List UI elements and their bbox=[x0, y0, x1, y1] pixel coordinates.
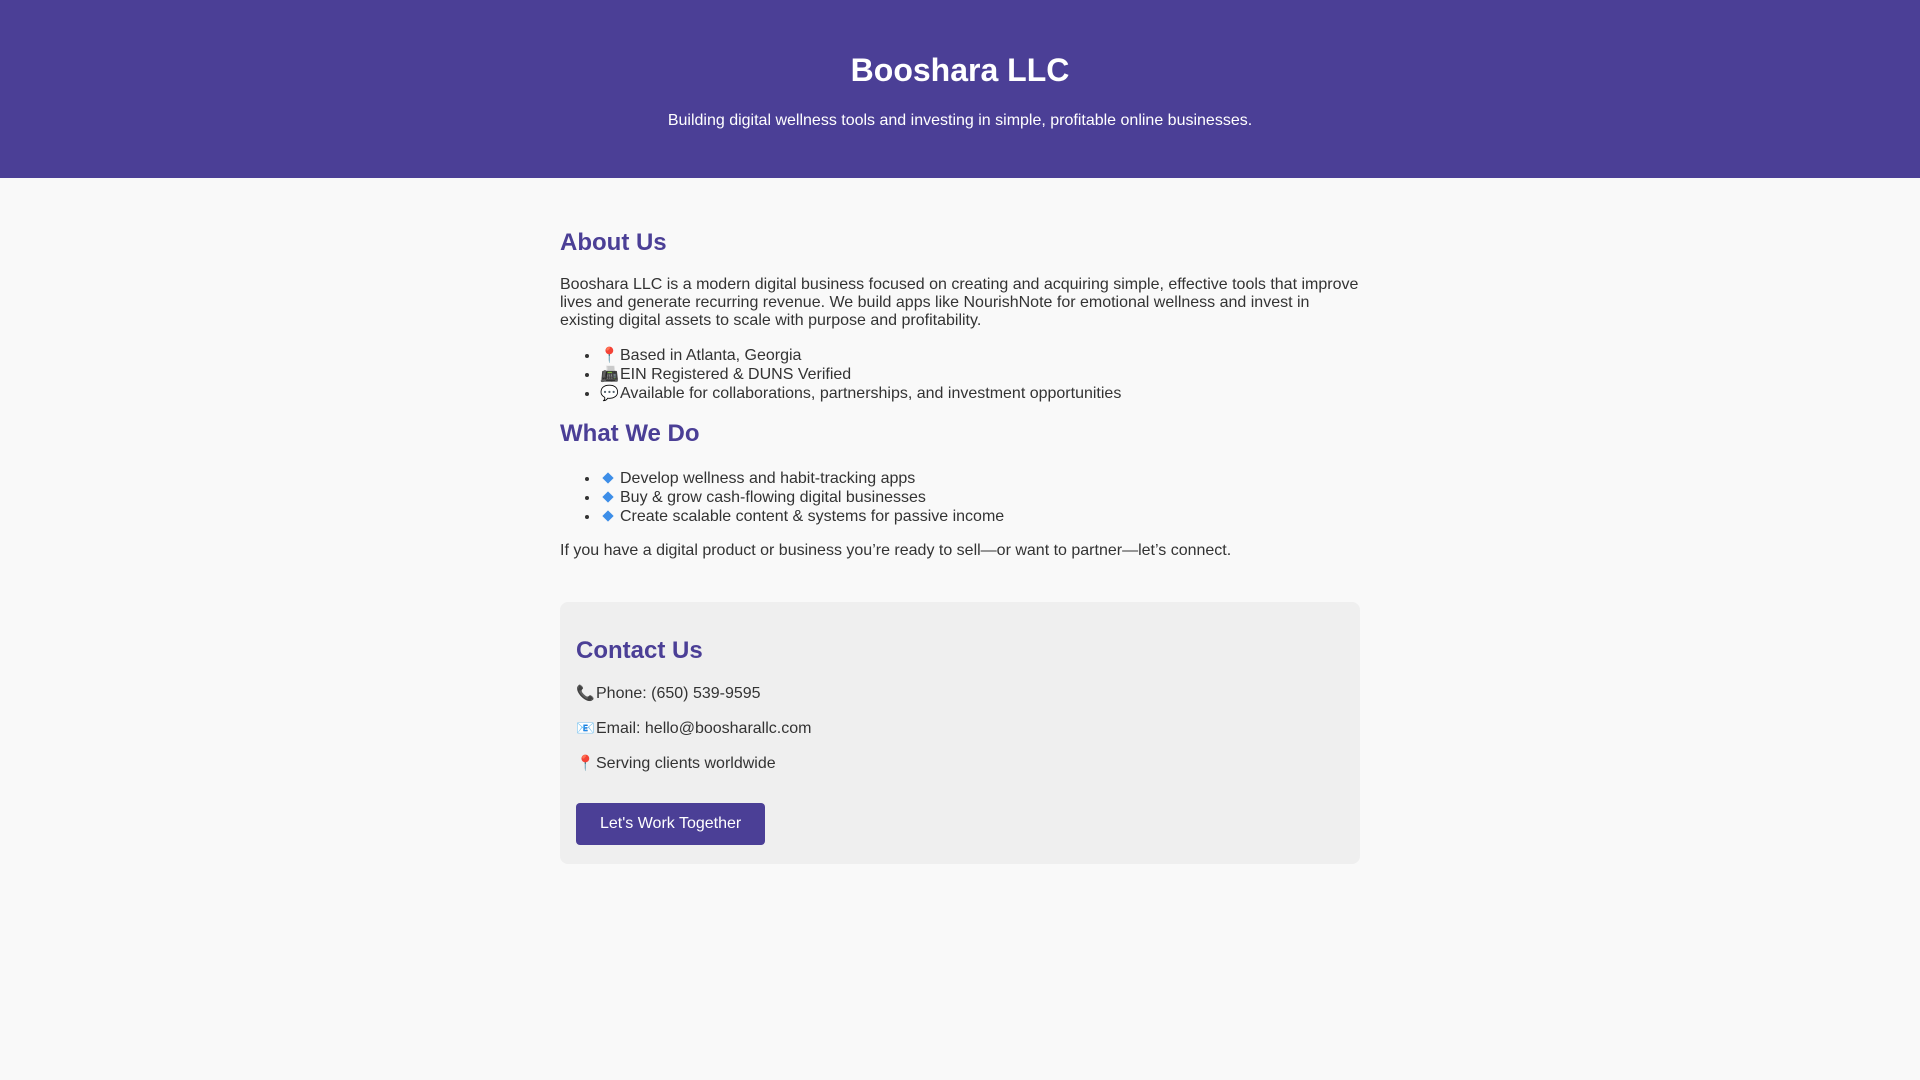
contact-location bbox=[576, 754, 1344, 773]
list-item bbox=[600, 507, 1360, 526]
contact-heading: Contact Us bbox=[576, 637, 703, 664]
site-header bbox=[0, 0, 1920, 178]
location-text: Serving clients worldwide bbox=[596, 755, 776, 772]
about-heading: About Us bbox=[560, 229, 667, 256]
register-icon: 📠 bbox=[600, 366, 619, 383]
speech-bubble-icon: 💬 bbox=[600, 385, 619, 402]
contact-email bbox=[576, 719, 1344, 738]
list-item-text: Available for collaborations, partnerships, and investment opportunities bbox=[620, 385, 1122, 402]
list-item-text: Buy & grow cash-flowing digital businesses bbox=[620, 489, 926, 506]
about-section bbox=[560, 228, 1360, 403]
contact-card bbox=[560, 602, 1360, 864]
work-together-button[interactable]: Let's Work Together bbox=[576, 803, 765, 845]
pin-icon: 📍 bbox=[600, 347, 619, 364]
contact-phone bbox=[576, 684, 1344, 703]
list-item-text: EIN Registered & DUNS Verified bbox=[620, 366, 852, 383]
email-icon: 📧 bbox=[576, 720, 595, 737]
tagline: Building digital wellness tools and investing in simple, profitable online businesses. bbox=[667, 112, 1253, 129]
email-text: Email: hello@boosharallc.com bbox=[596, 720, 812, 737]
page-title: Booshara LLC bbox=[850, 52, 1070, 88]
list-item-text: Based in Atlanta, Georgia bbox=[620, 347, 802, 364]
cta-text: If you have a digital product or business you’re ready to sell—or want to partner—let’s connect. bbox=[560, 542, 1232, 559]
list-item bbox=[600, 488, 1360, 507]
what-we-do-section bbox=[560, 419, 1360, 560]
about-text: Booshara LLC is a modern digital business focused on creating and acquiring simple, effective tools that improve lives and generate recurring revenue. We build apps like NourishNote for emotional wellness and invest in existing digital assets to scale with purpose and profitability. bbox=[560, 276, 1359, 329]
list-item bbox=[600, 469, 1360, 488]
list-item bbox=[600, 384, 1360, 403]
pin-icon: 📍 bbox=[576, 755, 595, 772]
list-item bbox=[600, 365, 1360, 384]
list-item-text: Create scalable content & systems for passive income bbox=[620, 508, 1005, 525]
about-list bbox=[560, 346, 1360, 403]
list-item-text: Develop wellness and habit-tracking apps bbox=[620, 470, 916, 487]
main-content bbox=[560, 178, 1360, 864]
phone-icon: 📞 bbox=[576, 685, 595, 702]
phone-text: Phone: (650) 539-9595 bbox=[596, 685, 761, 702]
blue-diamond-icon bbox=[602, 491, 613, 502]
what-we-do-list bbox=[560, 469, 1360, 526]
list-item bbox=[600, 346, 1360, 365]
what-we-do-heading: What We Do bbox=[560, 420, 700, 447]
blue-diamond-icon bbox=[602, 510, 613, 521]
blue-diamond-icon bbox=[602, 472, 613, 483]
